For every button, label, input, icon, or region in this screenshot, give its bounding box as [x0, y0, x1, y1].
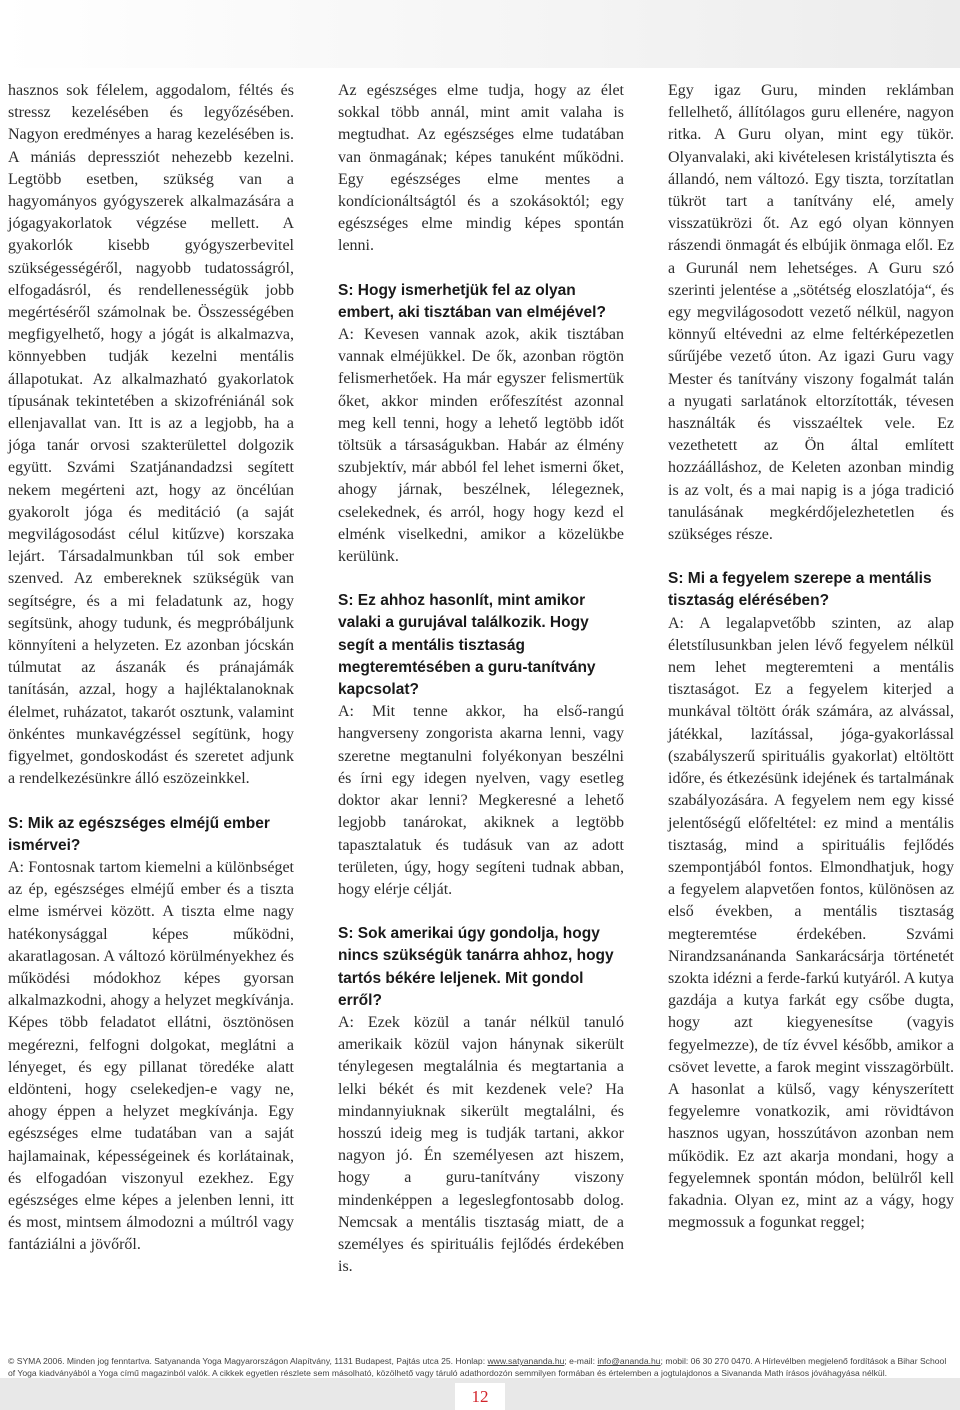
- answer-paragraph: A: Ezek közül a tanár nélkül tanuló amerikaik közül vajon hánynak sikerült ténylegesen megtalálnia és megtartania a lelki békét és mit kezdenek vele? Ha mindannyiuknak sikerült megtalálni, és hosszú ideig meg is tudják tartani, akkor nagyon jó. Én személyesen azt hiszem, hogy a guru-tanítvány viszony mindenképpen a legeslegfontosabb dolog. Nemcsak a mentális tisztaság miatt, de a személyes és spirituális fejlődés érdekében is.: [338, 1013, 624, 1276]
- copyright-footer: [8, 1356, 952, 1379]
- website-link[interactable]: www.satyananda.hu: [487, 1356, 565, 1366]
- header-band: [0, 0, 960, 68]
- answer-paragraph: A: A legalapvetőbb szinten, az alap életstílusunkban jelen lévő fegyelem nélkül nem lehet megteremteni a mentális tisztaságot. Ez a fegyelem kiterjed a munkával töltött órák számára, az alvással, játékkal, lazítással, jóga-gyakorlással (szabályszerű spirituális gyakorlat) eltöltött időre, és étkezésünk idejének és tartalmának szabályozására. A fegyelem nem egy kissé jelentőségű előfeltétel: ez mind a mentális tisztaság, mind a spirituális fejlődés szempontjából fontos. Elmondhatjuk, hogy a fegyelem alapvetően fontos, különösen az első években, a mentális tisztaság megteremtése érdekében. Szvámi Nirandzsanánanda Sankarácsárja történetét szokta idézni a ferde-farkú kutyáról. A kutya gazdája a kutya farkát egy csőbe dugta, hogy azt kiegyenesítse (vagyis fegyelmezze), de tíz évvel később, amikor a csövet levette, a farok megint visszagörbült. A hasonlat a külső, vagy kényszerített fegyelemre vonatkozik, ami rövidtávon hasznos ugyan, hosszútávon azonban nem működik. Ez azt akarja mondani, hogy a fegyelemnek spontán módon, belülről kell fakadnia. Olyan ez, mint az a vágy, hogy megmossuk a fogunkat reggel;: [668, 614, 954, 1232]
- footer-text: ; e-mail:: [564, 1356, 598, 1366]
- answer-paragraph: A: Kevesen vannak azok, akik tisztában vannak elméjükkel. De ők, azonban rögtön felismerhetőek. Ha már egyszer felismertük őket, akkor minden erőfeszítést azonnal meg kell tenni, hogy a lehető legtöbb időt töltsük a társaságukban. Habár az élmény szubjektív, már abból fel lehet ismerni őket, ahogy járnak, beszélnek, lélegeznek, cselekednek, és arról, hogy hogy kezd el elménk viselkedni, amikor a közelükbe kerülünk.: [338, 326, 624, 566]
- question-heading: S: Sok amerikai úgy gondolja, hogy nincs szükségük tanárra ahhoz, hogy tartós békére leljenek. Mit gondol erről?: [338, 925, 614, 1009]
- column-1: [8, 80, 294, 1257]
- email-link[interactable]: info@ananda.hu: [597, 1356, 661, 1366]
- question-heading: S: Ez ahhoz hasonlít, mint amikor valaki a gurujával találkozik. Hogy segít a mentális tisztaság megteremtésében a guru-tanítvány kapcsolat?: [338, 592, 596, 699]
- column-2: [338, 80, 624, 1278]
- question-heading: S: Mi a fegyelem szerepe a mentális tisztaság elérésében?: [668, 570, 932, 610]
- paragraph: hasznos sok félelem, aggodalom, féltés és stressz kezelésében és legyőzésében. Nagyon eredményes a harag kezelésében is. A mániás depressziót nehezebb kezelni. Legtöbb esetben, szükség van a hagyományos gyógyszerek alkalmazására a jógagyakorlatok végzése mellett. A gyakorlók kisebb gyógyszerbevitel szükségességéről, nagyobb tudatosságról, elfogadásról, és rendellenességük jobb megértéséről számolnak be. Összességében megfigyelhető, hogy a jógát is alkalmazva, könnyebben tudják kezelni mentális állapotukat. Az alkalmazható gyakorlatok típusának tekintetében a skizofréniánál sok ellenjavallat van. Itt is az a legjobb, ha a jóga tanár orvosi szakterülettel dolgozik együtt. Szvámi Szatjánandadzsi segített nekem megérteni azt, hogy az öncélúan gyakorolt jóga és meditáció (a saját megvilágosodást célul kitűzve) korszaka lejárt. Társadalmunkban túl sok ember szenved. Az embereknek szükségük van segítségre, és a mi feladatunk az, hogy segítsünk, ahogy tudunk, és megpróbáljunk könnyíteni a helyzeten. Ez azonban jócskán túlmutat az ászanák és pránajámák tanításán, azzal, hogy a hajléktalanoknak élelmet, ruházatot, takarót osztunk, valamint önkéntes munkavégzéssel segítünk, hogy figyelmet, gondoskodást és szeretet adjunk a rendelkezésünkre álló eszözeinkkel.: [8, 82, 294, 788]
- question-heading: S: Mik az egészséges elméjű ember ismérvei?: [8, 814, 270, 854]
- page-number: 12: [455, 1383, 505, 1410]
- answer-paragraph: A: Mit tenne akkor, ha első-rangú hangverseny zongorista akarna lenni, vagy szeretne megtanulni folyékonyan beszélni és írni egy idegen nyelven, vagy esetleg doktor akar lenni? Megkeresné a lehető legjobb tanárokat, akiknek a legtöbb tapasztalatuk és tudásuk van az adott területen, úgy, hogy segíteni tudnak abban, hogy elérje célját.: [338, 703, 624, 898]
- footer-text: © SYMA 2006. Minden jog fenntartva. Satyananda Yoga Magyarországon Alapítvány, 1131 Budapest, Pajtás utca 25. Honlap:: [8, 1356, 488, 1366]
- paragraph: Egy igaz Guru, minden reklámban fellelhető, állítólagos guru ellenére, nagyon ritka. A Guru olyan, mint egy tükör. Olyanvalaki, aki kivételesen kristálytiszta és állandó, nem változó. Egy tiszta, torzítatlan tükröt tart a tanítvány elé, amely visszatükrözi őt. Az egó olyan könnyen rászendi önmagát és elbújik önmaga elől. Ez a Gurunál nem lehetséges. A Guru szó szerinti jelentése a „sötétség eloszlatója“, és egy megvilágosodott vezető nélkül, nagyon könnyű eltévedni az elme feltérképezetlen sűrűjébe vezető úton. Az igazi Guru vagy Mester és tanítvány viszony fogalmát talán a nyugati sarlatánok eltorzították, tévesen használták és visszaéltek vele. Ez vezethetett az Ön által említett hozzáálláshoz, de Keleten azonban mindig is az volt, és a mai napig is a jóga tradició tanulásának megkérdőjelezhetetlen és szükséges része.: [668, 82, 954, 544]
- answer-paragraph: A: Fontosnak tartom kiemelni a különbséget az ép, egészséges elméjű ember és a tiszta elme ismérvei között. A tiszta elme nagy hatékonysággal képes működni, akaratlagosan. A változó körülményekhez és működési módokhoz képes gyorsan alkalmazkodni, ahogy a helyzet megkívánja. Képes több feladatot ellátni, ösztönösen megérezni, felfogni dolgokat, meglátni a lényeget, és egy pillanat töredéke alatt eldönteni, hogy cselekedjen-e vagy ne, ahogy éppen a helyzet megkívánja. Egy egészséges elme tudatában van a saját hajlamainak, képességeinek és korlátainak, és elfogadóan viszonyul ezekhez. Egy egészséges elme képes a jelenben lenni, itt és most, mintsem álmodozni a múltról vagy fantáziálni a jövőről.: [8, 858, 294, 1254]
- column-3: [668, 80, 954, 1234]
- paragraph: Az egészséges elme tudja, hogy az élet sokkal több annál, mint amit valaha is megtudhat. Az egészséges elme tudatában van önmagának; képes tanuként működni. Egy egészséges elme mentes a kondícionáltságtól és a szokásoktól; egy egészséges elme mindig képes spontán lenni.: [338, 82, 624, 255]
- question-heading: S: Hogy ismerhetjük fel az olyan embert, aki tisztában van elméjével?: [338, 281, 606, 321]
- footer-text: ; mobil: 06 30 270 0470. A Hírlevélben megjelenő fordítások a Bihar School of Yoga kiadványából a Yoga című magazinból valók. A cikkek egyetlen részlete sem másolható, közölhető vagy táruló adathordozón semmilyen formában és értelemben a jogtulajdonos a Sivananda Math írásos jóváhagyása nélkül.: [8, 1356, 947, 1378]
